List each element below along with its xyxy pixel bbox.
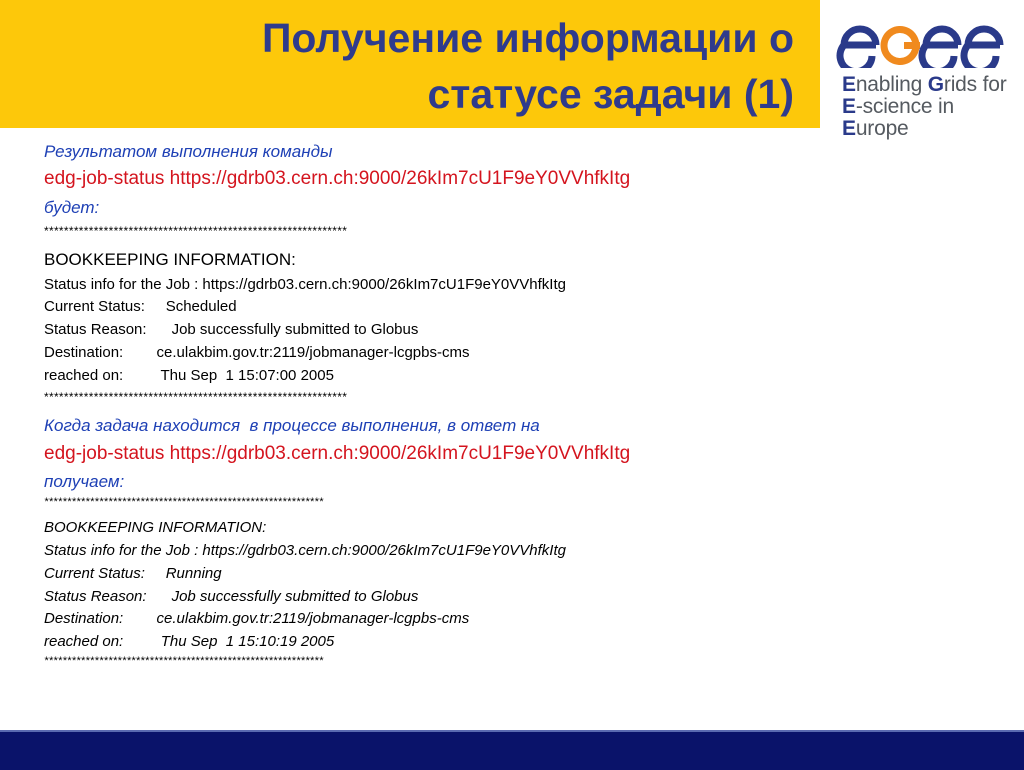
footer-bar bbox=[0, 730, 1024, 770]
section2-status-reason: Status Reason: Job successfully submitted to Globus bbox=[44, 588, 419, 605]
section1-stars-bottom: ************************************************************* bbox=[44, 390, 348, 404]
section1-stars-top: ************************************************************* bbox=[44, 224, 348, 238]
section2-stars-top: ************************************************************* bbox=[44, 496, 324, 508]
slide-title-line-1: Получение информации о bbox=[261, 15, 794, 61]
logo-tagline: Enabling Grids for E-science in Europe bbox=[842, 73, 1007, 140]
egee-wordmark-icon bbox=[836, 18, 1006, 68]
section1-current-status: Current Status: Scheduled bbox=[44, 298, 237, 315]
section2-stars-bottom: ************************************************************* bbox=[44, 655, 324, 667]
slide-title-line-2: статусе задачи (1) bbox=[427, 71, 794, 117]
section2-current-status: Current Status: Running bbox=[44, 565, 222, 582]
section1-status-reason: Status Reason: Job successfully submitted to Globus bbox=[44, 321, 419, 338]
section1-reached-on: reached on: Thu Sep 1 15:07:00 2005 bbox=[44, 367, 334, 384]
section2-intro: Когда задача находится в процессе выполнения, в ответ на bbox=[44, 416, 540, 435]
title-banner bbox=[0, 0, 820, 128]
section1-bk-heading: BOOKKEEPING INFORMATION: bbox=[44, 250, 296, 269]
section1-will-be: будет: bbox=[44, 198, 100, 217]
section2-command: edg-job-status https://gdrb03.cern.ch:9000/26kIm7cU1F9eY0VVhfkItg bbox=[44, 443, 631, 464]
section2-reached-on: reached on: Thu Sep 1 15:10:19 2005 bbox=[44, 633, 335, 650]
section2-bk-heading: BOOKKEEPING INFORMATION: bbox=[44, 519, 267, 536]
egee-logo bbox=[836, 18, 1016, 140]
section1-command: edg-job-status https://gdrb03.cern.ch:9000/26kIm7cU1F9eY0VVhfkItg bbox=[44, 168, 631, 189]
slide-title bbox=[262, 10, 794, 122]
section1-status-info: Status info for the Job : https://gdrb03.cern.ch:9000/26kIm7cU1F9eY0VVhfkItg bbox=[44, 276, 566, 293]
section2-we-get: получаем: bbox=[44, 472, 125, 491]
section2-status-info: Status info for the Job : https://gdrb03.cern.ch:9000/26kIm7cU1F9eY0VVhfkItg bbox=[44, 542, 566, 559]
section1-intro: Результатом выполнения команды bbox=[44, 142, 333, 161]
section2-destination: Destination: ce.ulakbim.gov.tr:2119/jobmanager-lcgpbs-cms bbox=[44, 610, 470, 627]
section1-destination: Destination: ce.ulakbim.gov.tr:2119/jobmanager-lcgpbs-cms bbox=[44, 344, 470, 361]
